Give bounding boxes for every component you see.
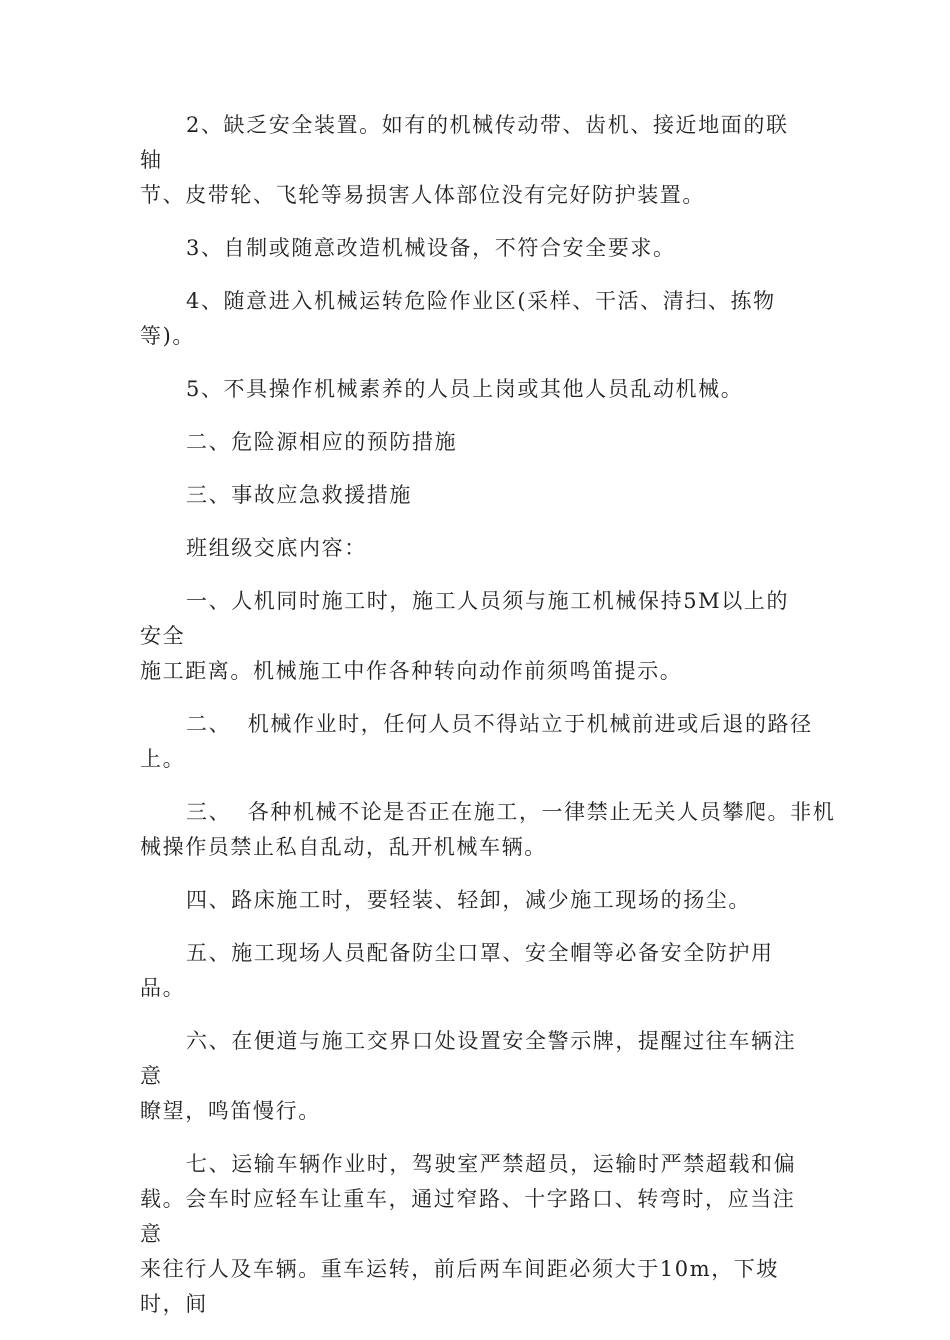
paragraph-danger-zone [140, 284, 810, 354]
text-line: 五、施工现场人员配备防尘口罩、安全帽等必备安全防护用品。 [140, 941, 774, 1000]
text-line: 载。会车时应轻车让重车，通过窄路、十字路口、转弯时，应当注意 [140, 1187, 796, 1246]
paragraph-item-1 [140, 584, 810, 689]
text-line: 4、随意进入机械运转危险作业区(采样、干活、清扫、拣物等)。 [140, 289, 776, 348]
paragraph-item-7 [140, 1147, 810, 1322]
paragraph-safety-device [140, 108, 810, 213]
text-line: 班组级交底内容： [186, 536, 367, 560]
text-line: 械操作员禁止私自乱动，乱开机械车辆。 [140, 835, 547, 859]
text-line: 瞭望，鸣笛慢行。 [140, 1099, 321, 1123]
heading-prevention [140, 425, 810, 460]
text-line: 2、缺乏安全装置。如有的机械传动带、齿机、接近地面的联轴 [140, 113, 789, 172]
text-line: 三、 各种机械不论是否正在施工，一律禁止无关人员攀爬。非机 [186, 800, 836, 824]
text-line: 七、运输车辆作业时，驾驶室严禁超员，运输时严禁超载和偏 [186, 1152, 797, 1176]
text-line: 三、事故应急救援措施 [186, 483, 412, 507]
paragraph-unqualified [140, 372, 810, 407]
text-line: 3、自制或随意改造机械设备，不符合安全要求。 [186, 236, 676, 260]
paragraph-self-modify [140, 231, 810, 266]
paragraph-item-6 [140, 1024, 810, 1129]
text-line: 5、不具操作机械素养的人员上岗或其他人员乱动机械。 [186, 377, 744, 401]
paragraph-item-5 [140, 936, 810, 1006]
text-line: 六、在便道与施工交界口处设置安全警示牌，提醒过往车辆注意 [140, 1029, 797, 1088]
text-line: 四、路床施工时，要轻装、轻卸，减少施工现场的扬尘。 [186, 888, 751, 912]
text-line: 二、 机械作业时，任何人员不得站立于机械前进或后退的路径 [186, 712, 813, 736]
heading-emergency [140, 478, 810, 513]
paragraph-item-3 [140, 795, 836, 865]
text-line: 上。 [140, 747, 186, 771]
text-line: 节、皮带轮、飞轮等易损害人体部位没有完好防护装置。 [140, 183, 705, 207]
text-line: 施工距离。机械施工中作各种转向动作前须鸣笛提示。 [140, 659, 683, 683]
text-line: 二、危险源相应的预防措施 [186, 430, 458, 454]
paragraph-item-4 [140, 883, 810, 918]
text-line: 一、人机同时施工时，施工人员须与施工机械保持5M以上的安全 [140, 589, 790, 648]
text-line: 来往行人及车辆。重车运转，前后两车间距必须大于10m，下坡时，间 [140, 1257, 780, 1316]
heading-team-briefing [140, 531, 810, 566]
paragraph-item-2 [140, 707, 813, 777]
document-body [140, 108, 836, 1340]
